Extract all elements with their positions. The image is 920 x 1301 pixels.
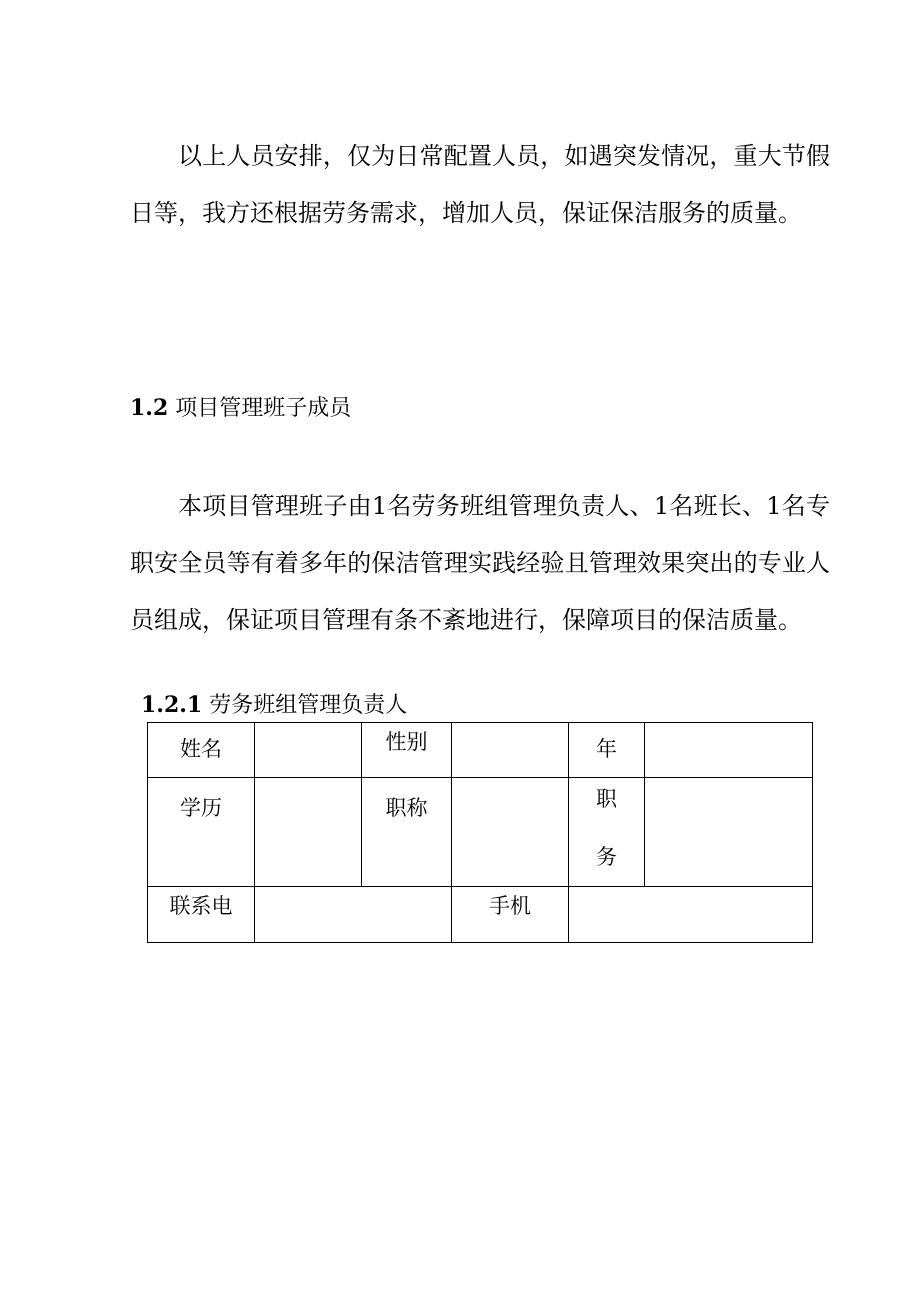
name-label-cell	[148, 723, 255, 778]
paragraph-team-intro: 本项目管理班子由1名劳务班组管理负责人、1名班长、1名专职安全员等有着多年的保洁管理实践经验且管理效果突出的专业人员组成，保证项目管理有条不紊地进行，保障项目的保洁质量。	[130, 492, 830, 634]
title-value-cell[interactable]	[452, 778, 569, 887]
age-label: 年	[596, 737, 617, 761]
section-title: 项目管理班子成员	[175, 396, 352, 421]
table-row	[148, 723, 813, 778]
position-label-cell	[569, 778, 645, 887]
education-value-cell[interactable]	[255, 778, 362, 887]
age-label-cell	[569, 723, 645, 778]
position-value-cell[interactable]	[645, 778, 813, 887]
name-value-cell[interactable]	[255, 723, 362, 778]
section-heading-1-2	[130, 393, 351, 424]
table-row	[148, 887, 813, 943]
subsection-number: 1.2.1	[141, 692, 203, 718]
mobile-label-cell	[452, 887, 569, 943]
section-number: 1.2	[130, 395, 169, 421]
phone-label-cell	[148, 887, 255, 943]
manager-info-table	[147, 722, 813, 943]
phone-label: 联系电	[169, 894, 233, 918]
name-label: 姓名	[180, 737, 222, 761]
section-heading-1-2-1	[141, 690, 407, 721]
gender-label-cell	[362, 723, 452, 778]
title-label: 职称	[385, 796, 428, 820]
mobile-value-cell[interactable]	[569, 887, 813, 943]
gender-value-cell[interactable]	[452, 723, 569, 778]
education-label-cell	[148, 778, 255, 887]
title-label-cell	[362, 778, 452, 887]
subsection-title: 劳务班组管理负责人	[209, 693, 408, 718]
mobile-label: 手机	[489, 894, 531, 918]
paragraph-staffing-note: 以上人员安排，仅为日常配置人员，如遇突发情况，重大节假日等，我方还根据劳务需求，增加人员，保证保洁服务的质量。	[130, 142, 830, 227]
position-label: 职务	[596, 787, 617, 869]
education-label: 学历	[180, 796, 222, 820]
gender-label: 性别	[385, 730, 428, 754]
phone-value-cell[interactable]	[255, 887, 452, 943]
table-row	[148, 778, 813, 887]
age-value-cell[interactable]	[645, 723, 813, 778]
